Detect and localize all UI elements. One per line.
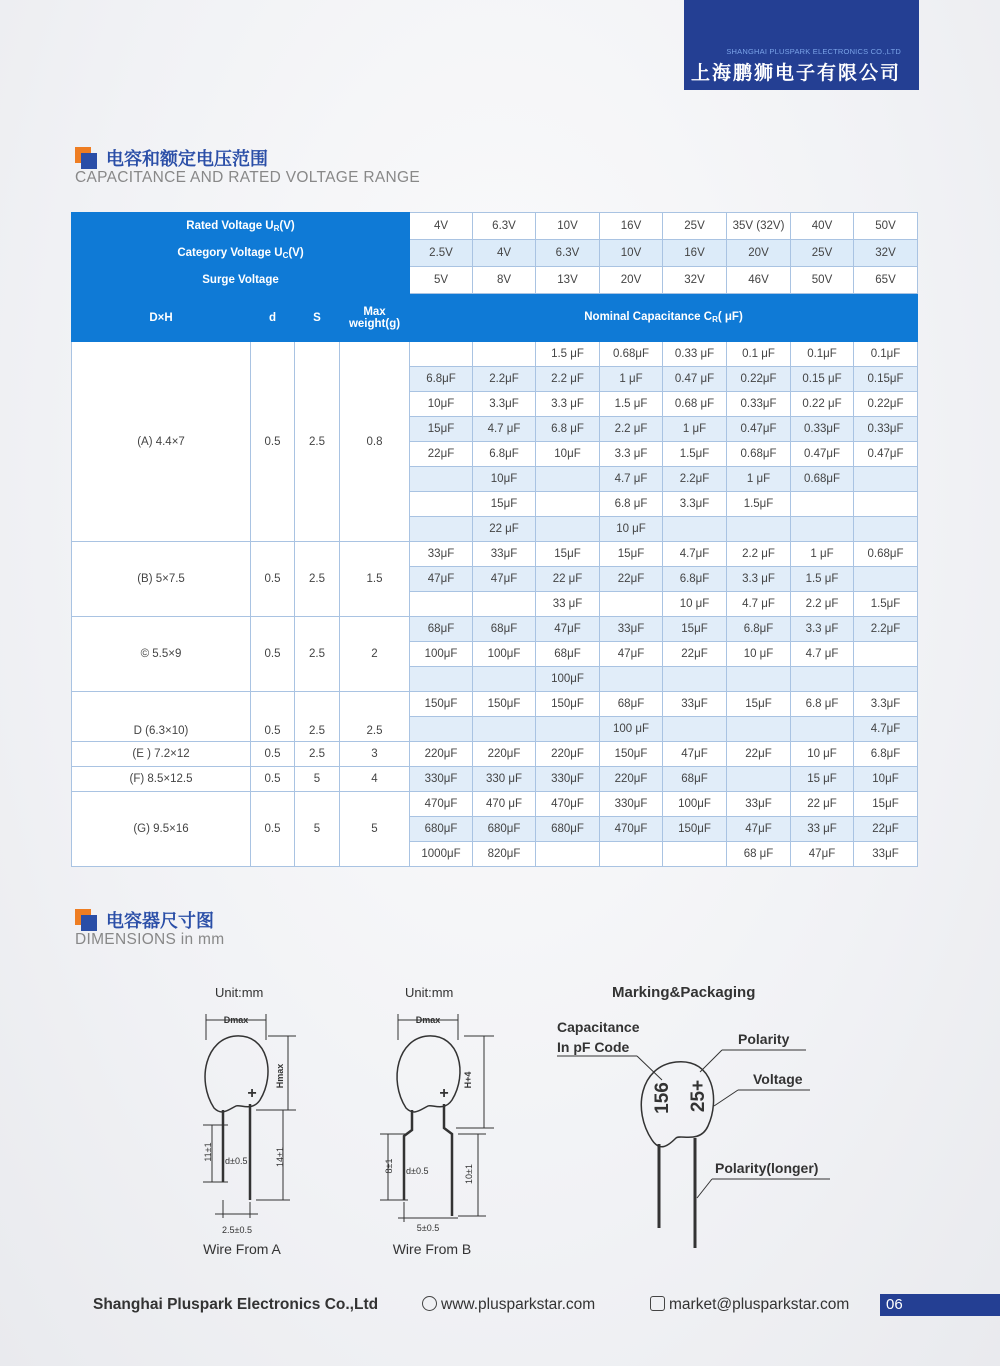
capacitance-cell: 330μF	[600, 792, 663, 817]
capacitance-cell: 22 μF	[536, 567, 600, 592]
plus-sign-icon: +	[439, 1085, 449, 1102]
surge-voltage-row	[72, 267, 918, 294]
capacitance-cell	[854, 492, 918, 517]
capacitance-cell	[536, 842, 600, 867]
capacitance-cell	[663, 842, 727, 867]
globe-icon	[422, 1296, 437, 1311]
capacitance-cell	[791, 517, 854, 542]
voltage-cell: 35V (32V)	[727, 213, 791, 240]
capacitance-cell: 33μF	[600, 617, 663, 642]
capacitance-cell	[410, 492, 473, 517]
capacitance-cell: 0.1 μF	[727, 342, 791, 367]
capacitance-cell: 6.8μF	[663, 567, 727, 592]
section-title-en: DIMENSIONS in mm	[75, 931, 225, 948]
capacitance-cell: 1.5μF	[663, 442, 727, 467]
lead-diameter-cell: 0.5	[251, 342, 295, 542]
capacitance-cell: 47μF	[410, 567, 473, 592]
capacitance-cell	[473, 592, 536, 617]
capacitance-cell: 0.1μF	[854, 342, 918, 367]
capacitance-cell: 470μF	[410, 792, 473, 817]
capacitance-cell: 0.1μF	[791, 342, 854, 367]
page-number: 06	[880, 1294, 1000, 1316]
weight-cell: 0.8	[340, 342, 410, 542]
hmax-label: Hmax	[275, 1063, 285, 1089]
capacitance-cell	[727, 767, 791, 792]
capacitance-cell: 10μF	[536, 442, 600, 467]
capacitance-cell: 6.8 μF	[600, 492, 663, 517]
capacitance-cell: 3.3 μF	[600, 442, 663, 467]
diameter-label: d±0.5	[406, 1166, 429, 1176]
lead-length-label: 11±1	[203, 1142, 213, 1162]
capacitance-cell: 10μF	[410, 392, 473, 417]
capacitance-cell: 22 μF	[791, 792, 854, 817]
capacitance-cell: 0.22μF	[727, 367, 791, 392]
rated-voltage-row	[72, 213, 918, 240]
capacitance-cell	[473, 342, 536, 367]
capacitance-cell	[473, 717, 536, 742]
unit-label: Unit:mm	[215, 985, 264, 1000]
size-cell: (A) 4.4×7	[72, 342, 251, 542]
voltage-cell: 46V	[727, 267, 791, 294]
capacitance-cell	[410, 667, 473, 692]
spacing-cell: 2.5	[295, 542, 340, 617]
capacitance-cell: 33μF	[410, 542, 473, 567]
voltage-cell: 50V	[791, 267, 854, 294]
capacitance-cell: 68μF	[473, 617, 536, 642]
capacitance-cell: 0.68μF	[854, 542, 918, 567]
capacitance-cell: 0.47μF	[791, 442, 854, 467]
weight-cell: 2.5	[340, 692, 410, 742]
section-square-icon	[75, 909, 97, 931]
capacitance-cell: 3.3 μF	[536, 392, 600, 417]
capacitance-cell: 1000μF	[410, 842, 473, 867]
capacitance-cell: 470μF	[536, 792, 600, 817]
capacitance-cell: 68 μF	[727, 842, 791, 867]
spacing-cell: 2.5	[295, 617, 340, 692]
weight-cell: 1.5	[340, 542, 410, 617]
capacitance-cell: 2.2 μF	[727, 542, 791, 567]
capacitance-cell: 68μF	[410, 617, 473, 642]
capacitance-cell: 6.8 μF	[791, 692, 854, 717]
capacitance-cell: 100μF	[473, 642, 536, 667]
lead-length-label: 8±1	[384, 1158, 394, 1174]
lead-diameter-cell: 0.5	[251, 692, 295, 742]
voltage-cell: 2.5V	[410, 240, 473, 267]
capacitance-cell: 22μF	[600, 567, 663, 592]
capacitance-cell: 220μF	[536, 742, 600, 767]
capacitance-cell: 0.33μF	[727, 392, 791, 417]
capacitance-cell	[854, 642, 918, 667]
voltage-code: 25+	[688, 1079, 709, 1113]
capacitance-cell: 33μF	[663, 692, 727, 717]
diameter-label: d±0.5	[225, 1156, 248, 1166]
capacitance-cell: 1 μF	[727, 467, 791, 492]
pitch-label: 2.5±0.5	[222, 1225, 252, 1235]
spacing-cell: 5	[295, 767, 340, 792]
polarity-longer-label: Polarity(longer)	[715, 1160, 819, 1176]
capacitance-cell: 4.7 μF	[727, 592, 791, 617]
capacitance-cell	[410, 467, 473, 492]
polarity-label: Polarity	[738, 1031, 790, 1047]
capacitance-cell	[536, 717, 600, 742]
section-title-cn: 电容器尺寸图	[106, 911, 214, 931]
drawing-wire-form-a	[203, 985, 296, 1257]
table-row	[72, 542, 918, 567]
lead-diameter-cell: 0.5	[251, 542, 295, 617]
capacitance-code: 156	[652, 1082, 673, 1114]
capacitance-cell: 15μF	[600, 542, 663, 567]
brand-chinese-name: 上海鹏狮电子有限公司	[690, 63, 901, 84]
capacitance-cell: 0.47 μF	[663, 367, 727, 392]
category-voltage-row	[72, 240, 918, 267]
capacitance-cell: 10 μF	[727, 642, 791, 667]
lead-diameter-cell: 0.5	[251, 742, 295, 767]
voltage-cell: 10V	[600, 240, 663, 267]
capacitance-cell: 4.7 μF	[600, 467, 663, 492]
voltage-cell: 16V	[663, 240, 727, 267]
drawing-wire-form-b	[380, 985, 494, 1257]
size-cell: © 5.5×9	[72, 617, 251, 692]
capacitance-cell: 47μF	[473, 567, 536, 592]
spacing-cell: 2.5	[295, 692, 340, 742]
capacitance-cell: 1.5μF	[854, 592, 918, 617]
voltage-cell: 25V	[791, 240, 854, 267]
weight-cell: 5	[340, 792, 410, 867]
capacitance-cell: 6.8μF	[473, 442, 536, 467]
capacitance-cell: 150μF	[473, 692, 536, 717]
capacitance-cell	[791, 667, 854, 692]
caption-wire-form-b: Wire From B	[392, 1241, 472, 1257]
capacitance-cell: 220μF	[410, 742, 473, 767]
capacitance-cell: 1.5 μF	[791, 567, 854, 592]
capacitance-cell: 150μF	[536, 692, 600, 717]
capacitance-cell	[854, 667, 918, 692]
table-row	[72, 342, 918, 367]
voltage-cell: 4V	[410, 213, 473, 240]
brand-english-name: SHANGHAI PLUSPARK ELECTRONICS CO.,LTD	[726, 47, 901, 56]
capacitance-cell: 15μF	[410, 417, 473, 442]
capacitance-cell	[727, 667, 791, 692]
capacitance-cell: 330μF	[410, 767, 473, 792]
capacitance-cell	[727, 517, 791, 542]
capacitance-cell: 1.5 μF	[600, 392, 663, 417]
capacitance-cell: 3.3μF	[663, 492, 727, 517]
capacitance-cell: 0.22μF	[854, 392, 918, 417]
capacitance-cell	[791, 492, 854, 517]
capacitance-cell: 47μF	[663, 742, 727, 767]
surge-voltage-label: Surge Voltage	[72, 267, 410, 294]
lead-diameter-cell: 0.5	[251, 792, 295, 867]
table-row	[72, 692, 918, 717]
pitch-label: 5±0.5	[416, 1223, 440, 1233]
capacitance-cell: 22 μF	[473, 517, 536, 542]
capacitance-cell: 150μF	[600, 742, 663, 767]
voltage-cell: 50V	[854, 213, 918, 240]
capacitance-cell: 2.2 μF	[600, 417, 663, 442]
col-nominal-capacitance: Nominal Capacitance $C_R$( μF)	[410, 294, 918, 342]
weight-cell: 3	[340, 742, 410, 767]
col-dxh: D×H	[72, 294, 251, 342]
length-label: 10±1	[464, 1164, 474, 1184]
capacitance-cell	[410, 517, 473, 542]
footer-email[interactable]: market@plusparkstar.com	[650, 1296, 849, 1314]
capacitance-cell: 2.2μF	[663, 467, 727, 492]
capacitance-cell: 15μF	[536, 542, 600, 567]
capacitance-cell: 22μF	[727, 742, 791, 767]
voltage-cell: 5V	[410, 267, 473, 294]
spacing-cell: 2.5	[295, 342, 340, 542]
capacitance-cell: 33μF	[727, 792, 791, 817]
capacitance-cell: 68μF	[600, 692, 663, 717]
capacitance-table	[71, 212, 918, 867]
capacitance-cell: 330μF	[536, 767, 600, 792]
capacitance-cell: 10 μF	[663, 592, 727, 617]
unit-label: Unit:mm	[405, 985, 454, 1000]
capacitance-cell: 150μF	[410, 692, 473, 717]
brand-box	[684, 0, 919, 90]
length-label: 14±1	[275, 1147, 285, 1167]
capacitance-cell: 47μF	[536, 617, 600, 642]
plus-sign-icon: +	[247, 1085, 257, 1102]
capacitance-cell: 0.47μF	[854, 442, 918, 467]
capacitance-cell: 680μF	[410, 817, 473, 842]
capacitance-cell: 0.22 μF	[791, 392, 854, 417]
capacitance-cell: 22μF	[854, 817, 918, 842]
capacitance-cell: 2.2 μF	[791, 592, 854, 617]
voltage-cell: 13V	[536, 267, 600, 294]
caption-wire-form-a: Wire From A	[203, 1241, 281, 1257]
capacitance-cell: 0.68μF	[600, 342, 663, 367]
voltage-cell: 20V	[727, 240, 791, 267]
capacitance-cell: 33 μF	[536, 592, 600, 617]
capacitance-cell: 6.8μF	[410, 367, 473, 392]
capacitance-cell: 0.15 μF	[791, 367, 854, 392]
voltage-cell: 20V	[600, 267, 663, 294]
footer-website[interactable]: www.plusparkstar.com	[422, 1296, 595, 1314]
footer-company: Shanghai Pluspark Electronics Co.,Ltd	[93, 1296, 379, 1313]
col-s: S	[295, 294, 340, 342]
capacitance-cell: 2.2μF	[473, 367, 536, 392]
height-label: H+4	[463, 1071, 473, 1089]
capacitance-cell: 0.68μF	[727, 442, 791, 467]
voltage-cell: 6.3V	[473, 213, 536, 240]
capacitance-cell	[536, 467, 600, 492]
weight-cell: 2	[340, 617, 410, 692]
drawing-marking-packaging	[557, 984, 830, 1248]
capacitance-cell	[663, 667, 727, 692]
capacitance-cell: 22μF	[663, 642, 727, 667]
capacitance-cell: 3.3 μF	[791, 617, 854, 642]
capacitance-cell: 330 μF	[473, 767, 536, 792]
capacitance-cell: 150μF	[663, 817, 727, 842]
lead-diameter-cell: 0.5	[251, 617, 295, 692]
capacitance-cell: 33μF	[473, 542, 536, 567]
table-row	[72, 767, 918, 792]
col-d: d	[251, 294, 295, 342]
capacitance-cell	[536, 492, 600, 517]
marking-title: Marking&Packaging	[612, 984, 756, 1001]
size-cell: (G) 9.5×16	[72, 792, 251, 867]
capacitance-cell: 3.3μF	[854, 692, 918, 717]
capacitance-cell: 3.3 μF	[727, 567, 791, 592]
table-row	[72, 617, 918, 642]
capacitance-cell: 15μF	[663, 617, 727, 642]
capacitance-cell: 0.68μF	[791, 467, 854, 492]
capacitance-cell	[854, 467, 918, 492]
capacitance-cell: 10μF	[854, 767, 918, 792]
voltage-cell: 8V	[473, 267, 536, 294]
capacitance-cell	[663, 717, 727, 742]
capacitance-cell: 100μF	[536, 667, 600, 692]
capacitance-cell: 6.8 μF	[536, 417, 600, 442]
section-title-cn: 电容和额定电压范围	[106, 149, 268, 169]
capacitance-cell: 10 μF	[600, 517, 663, 542]
capacitance-cell: 100μF	[663, 792, 727, 817]
table-row	[72, 742, 918, 767]
dmax-label: Dmax	[415, 1015, 441, 1025]
rated-voltage-label: Rated Voltage $U_R(V)$	[72, 213, 410, 240]
email-icon	[650, 1296, 665, 1311]
capacitance-cell: 0.33 μF	[663, 342, 727, 367]
capacitance-cell	[473, 667, 536, 692]
size-cell: D (6.3×10)	[72, 692, 251, 742]
capacitance-cell: 47μF	[791, 842, 854, 867]
table-row	[72, 792, 918, 817]
capacitance-cell: 680μF	[473, 817, 536, 842]
capacitance-cell: 47μF	[600, 642, 663, 667]
capacitance-label: Capacitance	[557, 1019, 640, 1035]
capacitance-cell: 10 μF	[791, 742, 854, 767]
capacitance-cell: 2.2μF	[854, 617, 918, 642]
capacitance-cell: 15μF	[473, 492, 536, 517]
capacitance-cell: 15μF	[854, 792, 918, 817]
pf-code-label: In pF Code	[557, 1039, 630, 1055]
capacitance-cell: 470μF	[600, 817, 663, 842]
capacitance-cell: 10μF	[473, 467, 536, 492]
voltage-cell: 40V	[791, 213, 854, 240]
voltage-label: Voltage	[753, 1071, 803, 1087]
capacitance-cell: 1.5μF	[727, 492, 791, 517]
capacitance-cell: 47μF	[727, 817, 791, 842]
capacitance-cell	[854, 567, 918, 592]
spacing-cell: 5	[295, 792, 340, 867]
capacitance-cell: 220μF	[473, 742, 536, 767]
weight-cell: 4	[340, 767, 410, 792]
capacitance-cell: 0.33μF	[791, 417, 854, 442]
capacitance-cell: 33μF	[854, 842, 918, 867]
capacitance-cell: 15μF	[727, 692, 791, 717]
capacitance-cell	[727, 717, 791, 742]
size-cell: (B) 5×7.5	[72, 542, 251, 617]
capacitance-cell: 4.7μF	[663, 542, 727, 567]
capacitance-cell: 6.8μF	[854, 742, 918, 767]
capacitance-cell: 4.7 μF	[791, 642, 854, 667]
voltage-cell: 4V	[473, 240, 536, 267]
capacitance-cell	[410, 717, 473, 742]
capacitance-cell: 0.68 μF	[663, 392, 727, 417]
spacing-cell: 2.5	[295, 742, 340, 767]
capacitance-cell: 15 μF	[791, 767, 854, 792]
capacitance-cell	[791, 717, 854, 742]
capacitance-cell	[536, 517, 600, 542]
column-header-row	[72, 294, 918, 342]
section-title-en: CAPACITANCE AND RATED VOLTAGE RANGE	[75, 169, 420, 186]
capacitance-cell: 68μF	[663, 767, 727, 792]
capacitance-cell	[663, 517, 727, 542]
capacitance-cell	[410, 592, 473, 617]
capacitance-cell	[410, 342, 473, 367]
voltage-cell: 32V	[854, 240, 918, 267]
capacitance-cell: 100μF	[410, 642, 473, 667]
capacitance-cell: 4.7μF	[854, 717, 918, 742]
capacitance-cell: 1 μF	[791, 542, 854, 567]
capacitance-cell	[600, 842, 663, 867]
capacitance-cell: 33 μF	[791, 817, 854, 842]
capacitance-cell: 4.7 μF	[473, 417, 536, 442]
capacitance-cell: 3.3μF	[473, 392, 536, 417]
capacitance-cell	[854, 517, 918, 542]
capacitance-cell	[600, 667, 663, 692]
capacitance-cell: 820μF	[473, 842, 536, 867]
size-cell: (F) 8.5×12.5	[72, 767, 251, 792]
capacitance-cell: 68μF	[536, 642, 600, 667]
capacitance-cell: 1.5 μF	[536, 342, 600, 367]
capacitance-cell: 470 μF	[473, 792, 536, 817]
voltage-cell: 65V	[854, 267, 918, 294]
voltage-cell: 16V	[600, 213, 663, 240]
capacitance-cell: 1 μF	[663, 417, 727, 442]
lead-diameter-cell: 0.5	[251, 767, 295, 792]
capacitance-cell: 0.15μF	[854, 367, 918, 392]
capacitance-cell: 100 μF	[600, 717, 663, 742]
capacitance-cell: 0.33μF	[854, 417, 918, 442]
capacitance-cell: 6.8μF	[727, 617, 791, 642]
category-voltage-label: Category Voltage $U_C(V)$	[72, 240, 410, 267]
capacitance-cell: 2.2 μF	[536, 367, 600, 392]
capacitance-cell: 680μF	[536, 817, 600, 842]
col-max-weight: Max weight(g)	[340, 294, 410, 342]
dimension-drawings	[0, 975, 1000, 1265]
size-cell: (E ) 7.2×12	[72, 742, 251, 767]
dmax-label: Dmax	[223, 1015, 249, 1025]
voltage-cell: 6.3V	[536, 240, 600, 267]
voltage-cell: 32V	[663, 267, 727, 294]
capacitance-cell: 22μF	[410, 442, 473, 467]
capacitance-cell	[600, 592, 663, 617]
voltage-cell: 25V	[663, 213, 727, 240]
voltage-cell: 10V	[536, 213, 600, 240]
capacitance-cell: 0.47μF	[727, 417, 791, 442]
section-square-icon	[75, 147, 97, 169]
capacitance-cell: 220μF	[600, 767, 663, 792]
capacitance-cell: 1 μF	[600, 367, 663, 392]
